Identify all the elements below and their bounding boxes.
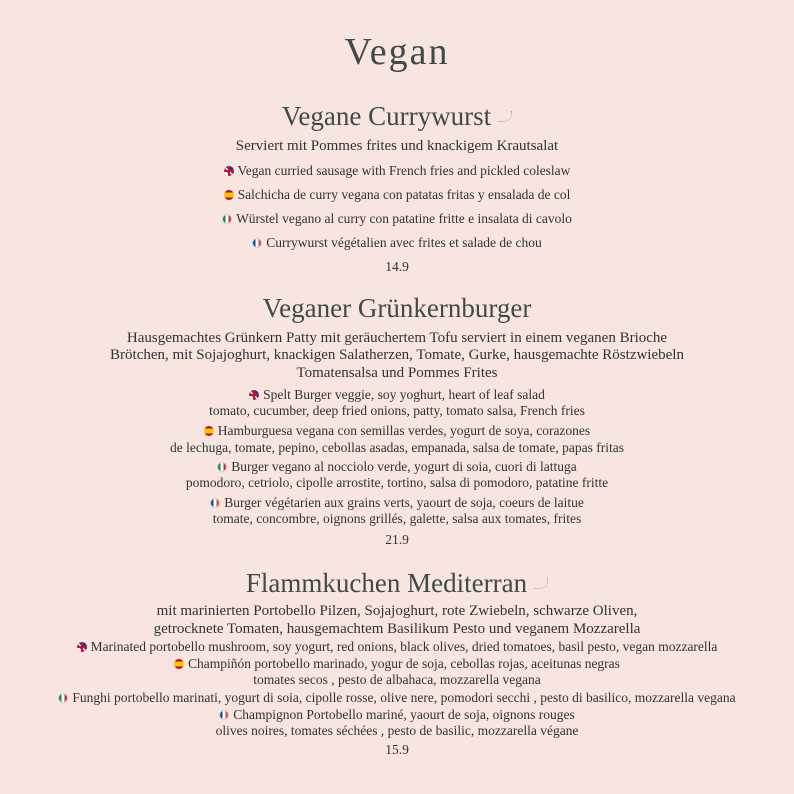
translation-text: Würstel vegano al curry con patatine fritte e insalata di cavolo xyxy=(236,211,572,226)
item-name: Flammkuchen Mediterran xyxy=(245,568,528,598)
flag-es-icon xyxy=(204,426,214,436)
translation-text: Burger végétarien aux grains verts, yaourt de soja, coeurs de laitue xyxy=(224,495,584,510)
flag-it-icon xyxy=(58,693,68,703)
flag-uk-icon xyxy=(224,166,234,176)
translation-es-line2: de lechuga, tomate, pepino, cebollas asadas, empanada, salsa de tomate, papas fritas xyxy=(170,440,624,455)
translation-en-line2: tomato, cucumber, deep fried onions, patty, tomato salsa, French fries xyxy=(209,403,585,418)
translation-es xyxy=(0,187,794,203)
translation-en xyxy=(0,163,794,179)
vegan-leaf-icon xyxy=(533,578,548,589)
flag-uk-icon xyxy=(77,642,87,652)
item-name: Veganer Grünkernburger xyxy=(262,293,532,323)
flag-uk-icon xyxy=(249,390,259,400)
translation-it-line2: pomodoro, cetriolo, cipolle arrostite, tortino, salsa di pomodoro, patatine fritte xyxy=(185,475,609,490)
flag-it-icon xyxy=(217,462,227,472)
item-description: Tomatensalsa und Pommes Frites xyxy=(296,365,498,381)
translation-it xyxy=(0,211,794,227)
item-title xyxy=(0,293,794,324)
item-title xyxy=(0,568,794,599)
flag-fr-icon xyxy=(252,238,262,248)
item-name: Vegane Currywurst xyxy=(281,101,492,131)
item-description: Brötchen, mit Sojajoghurt, knackigen Salatherzen, Tomate, Gurke, hausgemachte Röstzwiebeln xyxy=(110,347,684,363)
flag-it-icon xyxy=(222,214,232,224)
translation-it xyxy=(0,690,794,706)
translation-text: Burger vegano al nocciolo verde, yogurt di soia, cuori di lattuga xyxy=(231,459,577,474)
translation-text: Spelt Burger veggie, soy yoghurt, heart of leaf salad xyxy=(263,387,545,402)
translation-it xyxy=(0,459,794,475)
flag-es-icon xyxy=(224,190,234,200)
item-description: getrocknete Tomaten, hausgemachtem Basilikum Pesto und veganem Mozzarella xyxy=(153,621,641,637)
translation-text: Vegan curried sausage with French fries and pickled coleslaw xyxy=(237,163,571,178)
translation-fr-line2: olives noires, tomates séchées , pesto de basilic, mozzarella végane xyxy=(215,723,579,738)
flag-es-icon xyxy=(174,659,184,669)
flag-fr-icon xyxy=(210,498,220,508)
translation-es xyxy=(0,656,794,672)
translation-fr xyxy=(0,495,794,511)
item-description: Serviert mit Pommes frites und knackigem Krautsalat xyxy=(235,138,559,154)
translation-fr xyxy=(0,235,794,251)
item-description: mit marinierten Portobello Pilzen, Sojajoghurt, rote Zwiebeln, schwarze Oliven, xyxy=(156,603,638,619)
item-title xyxy=(0,101,794,132)
translation-en xyxy=(0,387,794,403)
translation-text: Champiñón portobello marinado, yogur de soja, cebollas rojas, aceitunas negras xyxy=(188,656,620,671)
page-title: Vegan xyxy=(344,31,450,73)
translation-text: Champignon Portobello mariné, yaourt de soja, oignons rouges xyxy=(233,707,575,722)
item-description: Hausgemachtes Grünkern Patty mit geräuchertem Tofu serviert in einem veganen Brioche xyxy=(126,330,668,346)
vegan-leaf-icon xyxy=(497,111,512,122)
translation-es xyxy=(0,423,794,439)
item-price: 15.9 xyxy=(385,742,409,757)
flag-fr-icon xyxy=(219,710,229,720)
translation-text: Marinated portobello mushroom, soy yogurt, red onions, black olives, dried tomatoes, basil pesto, vegan mozzarella xyxy=(90,639,718,654)
translation-text: Salchicha de curry vegana con patatas fritas y ensalada de col xyxy=(237,187,571,202)
item-price: 21.9 xyxy=(385,532,409,547)
translation-fr xyxy=(0,707,794,723)
item-price: 14.9 xyxy=(385,259,409,274)
translation-text: Currywurst végétalien avec frites et salade de chou xyxy=(266,235,542,250)
translation-en xyxy=(0,639,794,655)
translation-text: Funghi portobello marinati, yogurt di soia, cipolle rosse, olive nere, pomodori secchi , pesto di basilico, mozzarella vegana xyxy=(72,690,736,705)
translation-text: Hamburguesa vegana con semillas verdes, yogurt de soya, corazones xyxy=(217,423,591,438)
translation-fr-line2: tomate, concombre, oignons grillés, galette, salsa aux tomates, frites xyxy=(212,511,582,526)
translation-es-line2: tomates secos , pesto de albahaca, mozzarella vegana xyxy=(253,672,541,687)
